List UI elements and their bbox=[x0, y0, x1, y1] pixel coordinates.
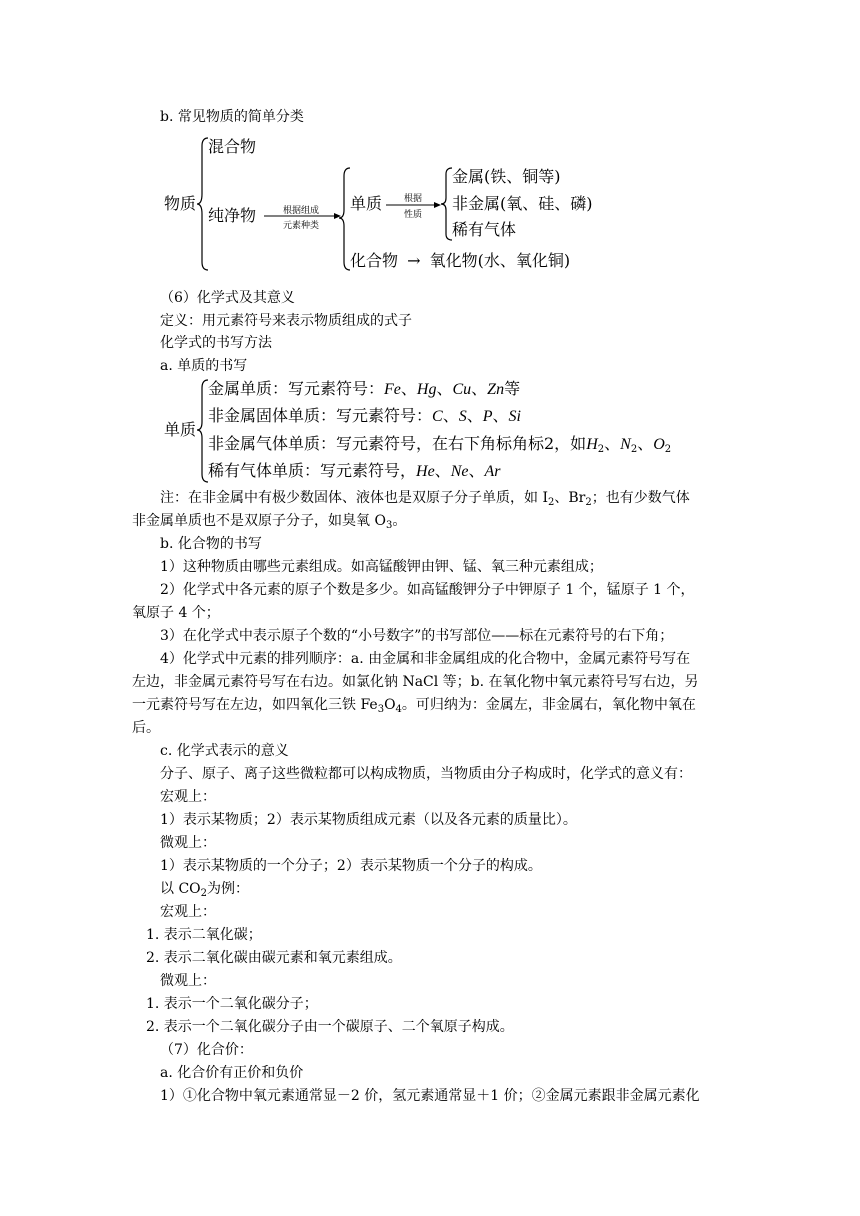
b-item-4-line4: 后。 bbox=[132, 720, 160, 736]
compound-line bbox=[350, 250, 570, 272]
note-line-1: 注：在非金属中有极少数固体、液体也是双原子分子单质，如 $I_2$、$Br_2$；也有少数气体 bbox=[160, 490, 690, 508]
row-nonmetal-solid: 非金属固体单质：写元素符号：C、S、P、Si bbox=[208, 406, 521, 425]
b-item-4-line1: 4）化学式中元素的排列顺序：a. 由金属和非金属组成的化合物中，金属元素符号写在 bbox=[160, 651, 691, 667]
pure-arrow-label-top: 根据组成 bbox=[282, 206, 319, 216]
mixture-label: 混合物 bbox=[208, 137, 257, 156]
simple-root: 单质 bbox=[164, 420, 197, 439]
b-item-3: 3）在化学式中表示原子个数的“小号数字”的书写部位——标在元素符号的右下角； bbox=[160, 628, 674, 644]
compound-label: 化合物 bbox=[350, 251, 399, 270]
example-macro-heading: 宏观上： bbox=[160, 904, 216, 920]
pure-substance-label: 纯净物 bbox=[208, 206, 257, 225]
section7-line1: 1）①化合物中氧元素通常显－2 价，氢元素通常显＋1 价；②金属元素跟非金属元素化 bbox=[160, 1088, 700, 1104]
a-title: a. 单质的书写 bbox=[160, 358, 248, 374]
b-item-1: 1）这种物质由哪些元素组成。如高锰酸钾由钾、锰、氧三种元素组成； bbox=[160, 559, 603, 575]
note-line-2: 非金属单质也不是双原子分子，如臭氧 $O_3$。 bbox=[132, 513, 407, 531]
row-noble-gas: 稀有气体单质：写元素符号，He、Ne、Ar bbox=[208, 461, 501, 480]
example-macro-item-1: 1. 表示二氧化碳； bbox=[146, 927, 262, 943]
micro-heading: 微观上： bbox=[160, 835, 216, 851]
section7-title: （7）化合价： bbox=[160, 1042, 253, 1058]
oxide-label: 氧化物(水、氧化铜) bbox=[429, 251, 571, 270]
simple-substance-label: 单质 bbox=[350, 194, 383, 213]
b-item-2-line2: 氧原子 4 个； bbox=[132, 605, 220, 621]
root-substance: 物质 bbox=[164, 194, 197, 213]
b-item-4-line2: 左边，非金属元素符号写在右边。如氯化钠 NaCl 等；b. 在氧化物中氧元素符号写右边，另 bbox=[132, 674, 699, 690]
simple-arrow-label-bottom: 性质 bbox=[403, 210, 422, 220]
b-title: b. 化合物的书写 bbox=[160, 536, 262, 552]
c-intro: 分子、原子、离子这些微粒都可以构成物质，当物质由分子构成时，化学式的意义有： bbox=[160, 766, 692, 782]
nonmetal-label: 非金属(氧、硅、磷) bbox=[452, 194, 593, 213]
pure-arrow-label-bottom: 元素种类 bbox=[282, 221, 319, 231]
section7-a-title: a. 化合价有正价和负价 bbox=[160, 1065, 304, 1081]
example-heading: 以 $CO_2$为例： bbox=[160, 881, 250, 899]
c-title: c. 化学式表示的意义 bbox=[160, 743, 289, 759]
example-micro-item-2: 2. 表示一个二氧化碳分子由一个碳原子、二个氧原子构成。 bbox=[146, 1019, 514, 1035]
pure-arrow bbox=[264, 212, 342, 220]
compound-arrow: → bbox=[407, 251, 421, 270]
macro-items: 1）表示某物质；2）表示某物质组成元素（以及各元素的质量比）。 bbox=[160, 812, 577, 828]
example-macro-item-2: 2. 表示二氧化碳由碳元素和氧元素组成。 bbox=[146, 950, 402, 966]
definition: 定义：用元素符号来表示物质组成的式子 bbox=[160, 313, 412, 329]
example-micro-heading: 微观上： bbox=[160, 973, 216, 989]
macro-heading: 宏观上： bbox=[160, 789, 216, 805]
b-item-4-line3: 一元素符号写在左边，如四氧化三铁 $Fe_3O_4$。可归纳为：金属左，非金属右，氧化物中氧在 bbox=[132, 697, 696, 715]
micro-items: 1）表示某物质的一个分子；2）表示某物质一个分子的构成。 bbox=[160, 858, 542, 874]
noble-gas-label: 稀有气体 bbox=[452, 220, 517, 239]
example-micro-item-1: 1. 表示一个二氧化碳分子； bbox=[146, 996, 318, 1012]
writing-method: 化学式的书写方法 bbox=[160, 335, 272, 351]
b-item-2-line1: 2）化学式中各元素的原子个数是多少。如高锰酸钾分子中钾原子 1 个，锰原子 1 个， bbox=[160, 582, 695, 598]
row-nonmetal-gas: 非金属气体单质：写元素符号，在右下角标角标2，如$H_2$、$N_2$、$O_2$ bbox=[208, 434, 672, 455]
simple-arrow-label-top: 根据 bbox=[403, 194, 422, 204]
metal-label: 金属(铁、铜等) bbox=[452, 167, 561, 186]
section6-title: （6）化学式及其意义 bbox=[160, 290, 295, 306]
row-metal: 金属单质：写元素符号：Fe、Hg、Cu、Zn等 bbox=[208, 379, 521, 398]
simple-arrow bbox=[386, 201, 442, 209]
classification-heading: b. 常见物质的简单分类 bbox=[160, 109, 304, 125]
